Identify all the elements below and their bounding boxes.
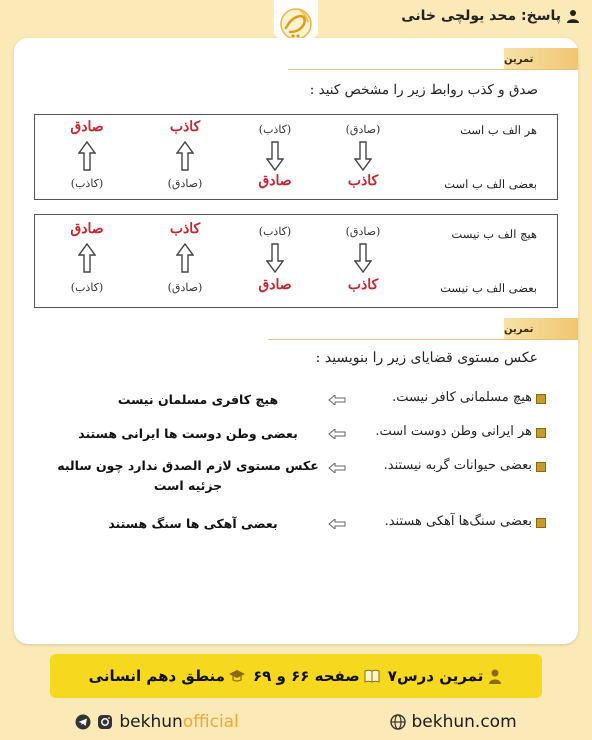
tag-underline-2 bbox=[268, 339, 578, 340]
banner-page: صفحه ۶۶ و ۶۹ bbox=[253, 667, 380, 685]
relations-box-1 bbox=[34, 114, 558, 200]
list-item bbox=[46, 424, 546, 446]
box2-bottom-label: بعضی الف ب نیست bbox=[440, 281, 537, 295]
user-icon bbox=[566, 9, 580, 23]
left-arrow-icon bbox=[328, 429, 346, 439]
answer-label: پاسخ: محد یولچی خانی bbox=[401, 8, 561, 24]
bullet-icon bbox=[536, 394, 546, 404]
list-item bbox=[46, 390, 546, 412]
lesson-banner bbox=[50, 654, 542, 698]
list-item bbox=[46, 458, 546, 502]
box2-col2-bottom: صادق bbox=[258, 277, 292, 293]
up-arrow-icon bbox=[176, 243, 194, 273]
website-link[interactable]: bekhun.com bbox=[390, 712, 517, 732]
box2-col1-top: (صادق) bbox=[345, 225, 381, 238]
box1-top-label: هر الف ب است bbox=[460, 123, 537, 137]
social-handle[interactable]: bekhunofficial bbox=[75, 712, 238, 732]
box1-col1-bottom: کاذب bbox=[347, 173, 379, 189]
telegram-icon bbox=[75, 714, 91, 730]
box2-col3-bottom: (صادق) bbox=[167, 281, 203, 294]
book-icon bbox=[364, 668, 380, 684]
box2-col3-top: کاذب bbox=[169, 221, 201, 237]
tag-underline-1 bbox=[288, 69, 578, 70]
question-text: هیچ مسلمانی کافر نیست. bbox=[392, 390, 532, 405]
box1-col4-bottom: (کاذب) bbox=[70, 177, 104, 190]
relations-box-2 bbox=[34, 214, 558, 308]
box1-col2-bottom: صادق bbox=[258, 173, 292, 189]
box2-top-label: هیچ الف ب نیست bbox=[451, 227, 537, 241]
box1-bottom-label: بعضی الف ب است bbox=[444, 177, 537, 191]
box2-col4-bottom: (کاذب) bbox=[70, 281, 104, 294]
box1-col3-top: کاذب bbox=[169, 119, 201, 135]
up-arrow-icon bbox=[176, 141, 194, 171]
student-icon bbox=[487, 668, 503, 684]
box1-col4-top: صادق bbox=[70, 119, 104, 135]
down-arrow-icon bbox=[354, 243, 372, 273]
left-arrow-icon bbox=[328, 395, 346, 405]
left-arrow-icon bbox=[328, 519, 346, 529]
bullet-icon bbox=[536, 428, 546, 438]
answer-credit bbox=[401, 8, 580, 24]
question-text: هر ایرانی وطن دوست است. bbox=[375, 424, 532, 439]
down-arrow-icon bbox=[266, 141, 284, 171]
up-arrow-icon bbox=[78, 243, 96, 273]
exercise-tag-2: تمرین bbox=[504, 318, 578, 340]
question-text: بعضی حیوانات گربه نیستند. bbox=[383, 458, 532, 473]
answer-text: بعضی وطن دوست ها ایرانی هستند bbox=[78, 426, 298, 441]
box2-col2-top: (کاذب) bbox=[258, 225, 292, 238]
instruction-2: عکس مستوی قضایای زیر را بنویسید : bbox=[315, 350, 538, 366]
content-card bbox=[14, 38, 578, 644]
instruction-1: صدق و کذب روابط زیر را مشخص کنید : bbox=[309, 82, 538, 98]
box1-col1-top: (صادق) bbox=[345, 123, 381, 136]
bullet-icon bbox=[536, 462, 546, 472]
down-arrow-icon bbox=[266, 243, 284, 273]
instagram-icon bbox=[97, 714, 113, 730]
top-bar bbox=[0, 0, 592, 40]
question-text: بعضی سنگ‌ها آهکی هستند. bbox=[384, 514, 532, 529]
up-arrow-icon bbox=[78, 141, 96, 171]
graduation-cap-icon bbox=[229, 668, 245, 684]
banner-lesson: تمرین درس۷ bbox=[388, 667, 504, 685]
globe-icon bbox=[390, 714, 406, 730]
bullet-icon bbox=[536, 518, 546, 528]
answer-text: هیچ کافری مسلمان نیست bbox=[117, 392, 279, 407]
exercise-tag-1: تمرین bbox=[504, 48, 578, 70]
box1-col3-bottom: (صادق) bbox=[167, 177, 203, 190]
answer-text: عکس مستوی لازم الصدق ندارد چون سالبه جزئیه است bbox=[57, 458, 319, 493]
box2-col4-top: صادق bbox=[70, 221, 104, 237]
banner-book: منطق دهم انسانی bbox=[89, 667, 245, 685]
box1-col2-top: (کاذب) bbox=[258, 123, 292, 136]
box2-col1-bottom: کاذب bbox=[347, 277, 379, 293]
down-arrow-icon bbox=[354, 141, 372, 171]
list-item bbox=[46, 514, 546, 536]
footer bbox=[0, 704, 592, 740]
answer-text: بعضی آهکی ها سنگ هستند bbox=[108, 516, 278, 531]
left-arrow-icon bbox=[328, 463, 346, 473]
